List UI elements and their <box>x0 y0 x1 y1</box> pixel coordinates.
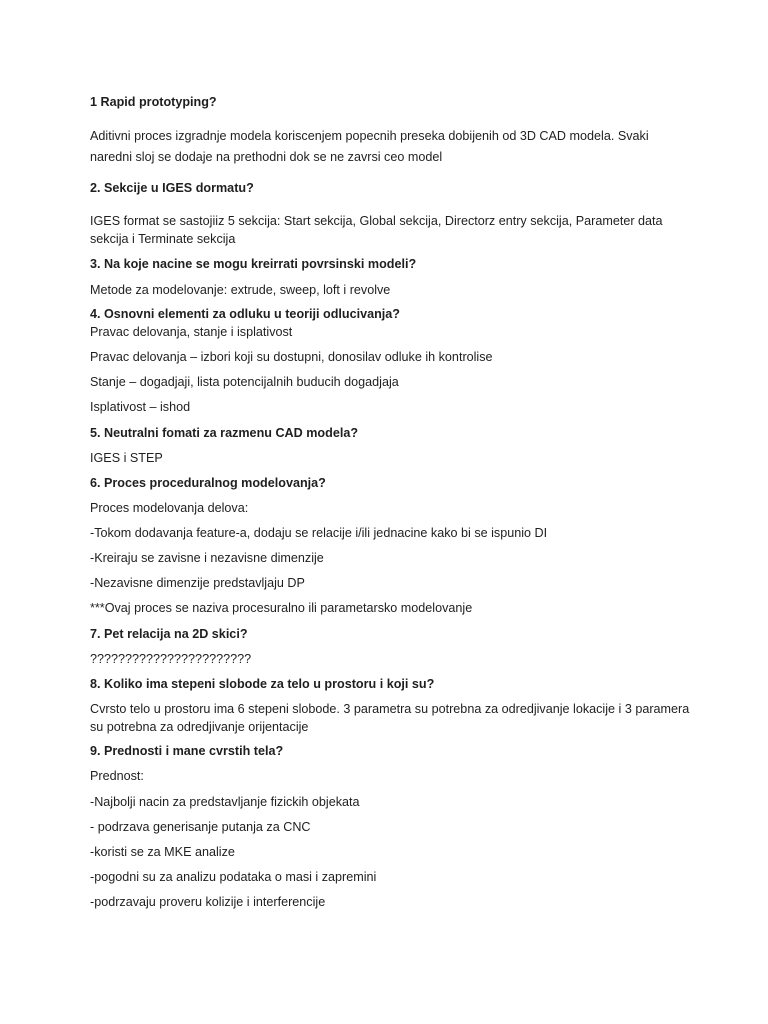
answer-4-line-3: Stanje – dogadjaji, lista potencijalnih buducih dogadjaja <box>90 375 399 389</box>
answer-8: Cvrsto telo u prostoru ima 6 stepeni slobode. 3 parametra su potrebna za odredjivanje lokacije i 3 paramera su potrebna za odredjivanje orijentacije <box>90 702 690 734</box>
question-5: 5. Neutralni fomati za razmenu CAD modela? <box>90 426 359 440</box>
answer-9-line-3: - podrzava generisanje putanja za CNC <box>90 820 311 834</box>
answer-4-line-1: Pravac delovanja, stanje i isplativost <box>90 325 293 339</box>
answer-6-line-5: ***Ovaj proces se naziva procesuralno ili parametarsko modelovanje <box>90 601 473 615</box>
answer-9-line-2: -Najbolji nacin za predstavljanje fizickih objekata <box>90 795 360 809</box>
question-8: 8. Koliko ima stepeni slobode za telo u prostoru i koji su? <box>90 677 435 691</box>
answer-4-line-2: Pravac delovanja – izbori koji su dostupni, donosilav odluke ih kontrolise <box>90 350 493 364</box>
answer-6-line-2: -Tokom dodavanja feature-a, dodaju se relacije i/ili jednacine kako bi se ispunio DI <box>90 526 548 540</box>
question-4: 4. Osnovni elementi za odluku u teoriji odlucivanja? <box>90 307 401 321</box>
answer-5: IGES i STEP <box>90 451 163 465</box>
question-9: 9. Prednosti i mane cvrstih tela? <box>90 744 284 758</box>
answer-7: ??????????????????????? <box>90 652 252 666</box>
answer-6-line-4: -Nezavisne dimenzije predstavljaju DP <box>90 576 305 590</box>
question-6: 6. Proces proceduralnog modelovanja? <box>90 476 326 490</box>
question-3: 3. Na koje nacine se mogu kreirrati povrsinski modeli? <box>90 257 417 271</box>
answer-9-line-1: Prednost: <box>90 769 144 783</box>
question-2: 2. Sekcije u IGES dormatu? <box>90 181 254 195</box>
answer-6-line-3: -Kreiraju se zavisne i nezavisne dimenzije <box>90 551 324 565</box>
answer-9-line-4: -koristi se za MKE analize <box>90 845 235 859</box>
answer-9-line-5: -pogodni su za analizu podataka o masi i zapremini <box>90 870 377 884</box>
question-7: 7. Pet relacija na 2D skici? <box>90 627 248 641</box>
question-1: 1 Rapid prototyping? <box>90 95 217 109</box>
answer-6-line-1: Proces modelovanja delova: <box>90 501 249 515</box>
answer-2: IGES format se sastojiiz 5 sekcija: Start sekcija, Global sekcija, Directorz entry sekcija, Parameter data sekcija i Terminate sekcija <box>90 214 663 246</box>
answer-1: Aditivni proces izgradnje modela koriscenjem popecnih preseka dobijenih od 3D CAD modela. Svaki naredni sloj se dodaje na prethodni dok se ne zavrsi ceo model <box>90 129 649 164</box>
answer-3: Metode za modelovanje: extrude, sweep, loft i revolve <box>90 283 391 297</box>
answer-9-line-6: -podrzavaju proveru kolizije i interferencije <box>90 895 326 909</box>
answer-4-line-4: Isplativost – ishod <box>90 400 191 414</box>
